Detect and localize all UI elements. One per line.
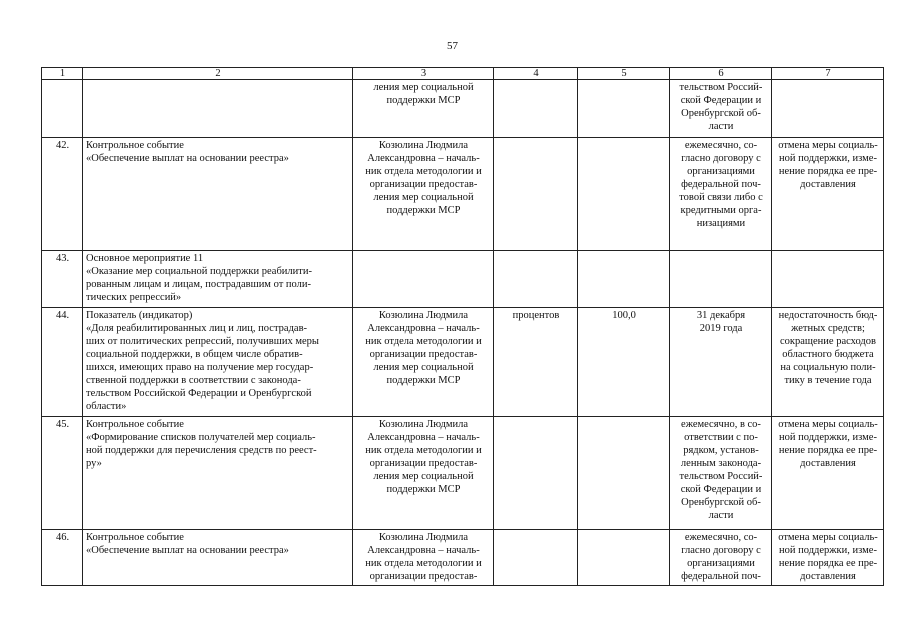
deadline-cell: 31 декабря 2019 года bbox=[670, 308, 772, 417]
value-cell bbox=[578, 530, 670, 586]
responsible-person: Козюлина Людмила Александровна – началь- ник отдела методологии и организации предостав- bbox=[353, 530, 494, 586]
column-header: 6 bbox=[670, 68, 772, 80]
table-row bbox=[42, 80, 884, 138]
item-description: Контрольное событие «Обеспечение выплат на основании реестра» bbox=[83, 138, 353, 251]
deadline-cell bbox=[670, 251, 772, 308]
deadline-cell: ежемесячно, со- гласно договору с организациями федеральной поч- товой связи либо с кредитными орга- низациями bbox=[670, 138, 772, 251]
table-header-row bbox=[42, 68, 884, 80]
responsible-person: Козюлина Людмила Александровна – началь- ник отдела методологии и организации предостав- ления мер социальной поддержки МСР bbox=[353, 138, 494, 251]
table-row bbox=[42, 530, 884, 586]
column-header: 4 bbox=[494, 68, 578, 80]
unit-cell: процентов bbox=[494, 308, 578, 417]
row-number: 45. bbox=[42, 417, 83, 530]
deadline-cell: тельством Россий- ской Федерации и Оренбургской об- ласти bbox=[670, 80, 772, 138]
column-header: 5 bbox=[578, 68, 670, 80]
unit-cell bbox=[494, 530, 578, 586]
row-number: 42. bbox=[42, 138, 83, 251]
table-row bbox=[42, 417, 884, 530]
responsible-person: Козюлина Людмила Александровна – началь- ник отдела методологии и организации предостав- ления мер социальной поддержки МСР bbox=[353, 417, 494, 530]
unit-cell bbox=[494, 80, 578, 138]
risk-cell bbox=[772, 251, 884, 308]
value-cell: 100,0 bbox=[578, 308, 670, 417]
item-description: Контрольное событие «Обеспечение выплат на основании реестра» bbox=[83, 530, 353, 586]
column-header: 2 bbox=[83, 68, 353, 80]
deadline-cell: ежемесячно, в со- ответствии с по- рядком, установ- ленным законода- тельством Россий- ской Федерации и Оренбургской об- ласти bbox=[670, 417, 772, 530]
item-description: Показатель (индикатор) «Доля реабилитированных лиц и лиц, пострадав- ших от политических репрессий, получивших меры социальной поддержки, в общем числе обратив- шихся, имеющих право на получение мер государ- ственной поддержки в соответствии с законода- тельством Российской Федерации и Оренбургской области» bbox=[83, 308, 353, 417]
item-description: Контрольное событие «Формирование списков получателей мер социаль- ной поддержки для перечисления средств по реест- ру» bbox=[83, 417, 353, 530]
item-description bbox=[83, 80, 353, 138]
document-table bbox=[41, 67, 884, 586]
risk-cell: недостаточность бюд- жетных средств; сокращение расходов областного бюджета на социальную поли- тику в течение года bbox=[772, 308, 884, 417]
unit-cell bbox=[494, 417, 578, 530]
row-number: 46. bbox=[42, 530, 83, 586]
item-description: Основное мероприятие 11 «Оказание мер социальной поддержки реабилити- рованным лицам и лицам, пострадавшим от поли- тических репрессий» bbox=[83, 251, 353, 308]
value-cell bbox=[578, 138, 670, 251]
risk-cell: отмена меры социаль- ной поддержки, изме- нение порядка ее пре- доставления bbox=[772, 530, 884, 586]
unit-cell bbox=[494, 251, 578, 308]
responsible-person bbox=[353, 251, 494, 308]
column-header: 7 bbox=[772, 68, 884, 80]
column-header: 1 bbox=[42, 68, 83, 80]
responsible-person: ления мер социальной поддержки МСР bbox=[353, 80, 494, 138]
value-cell bbox=[578, 80, 670, 138]
row-number bbox=[42, 80, 83, 138]
risk-cell: отмена меры социаль- ной поддержки, изме- нение порядка ее пре- доставления bbox=[772, 417, 884, 530]
risk-cell bbox=[772, 80, 884, 138]
table-row bbox=[42, 251, 884, 308]
responsible-person: Козюлина Людмила Александровна – началь- ник отдела методологии и организации предостав- ления мер социальной поддержки МСР bbox=[353, 308, 494, 417]
risk-cell: отмена меры социаль- ной поддержки, изме- нение порядка ее пре- доставления bbox=[772, 138, 884, 251]
value-cell bbox=[578, 417, 670, 530]
row-number: 44. bbox=[42, 308, 83, 417]
column-header: 3 bbox=[353, 68, 494, 80]
page-number: 57 bbox=[447, 40, 458, 52]
row-number: 43. bbox=[42, 251, 83, 308]
table-row bbox=[42, 138, 884, 251]
value-cell bbox=[578, 251, 670, 308]
unit-cell bbox=[494, 138, 578, 251]
table-row bbox=[42, 308, 884, 417]
deadline-cell: ежемесячно, со- гласно договору с организациями федеральной поч- bbox=[670, 530, 772, 586]
